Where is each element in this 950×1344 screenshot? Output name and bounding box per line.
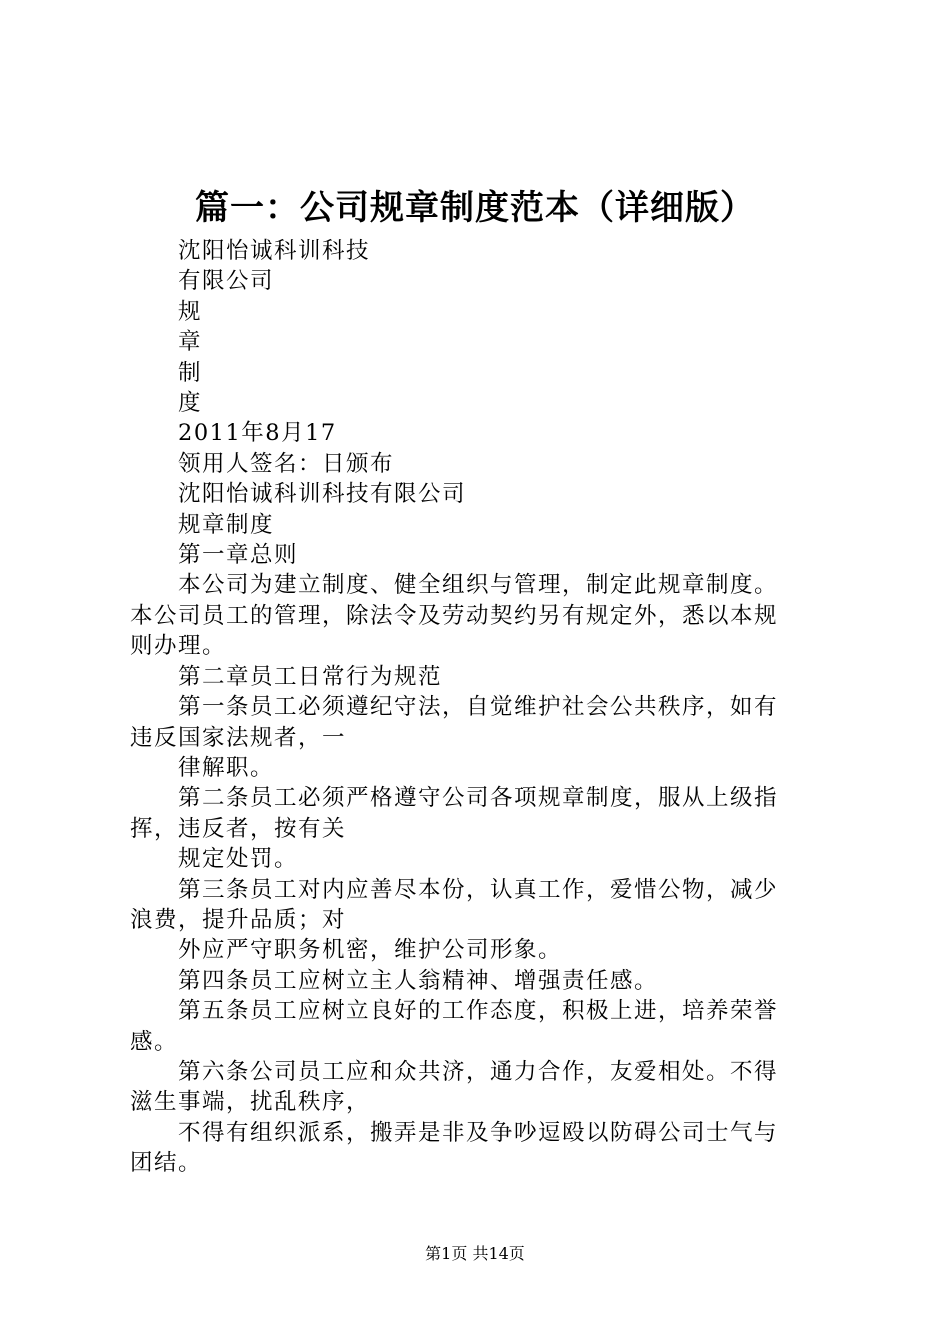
paragraph-line: 则办理。	[130, 633, 227, 660]
paragraph-line: 第一条员工必须遵纪守法，自觉维护社会公共秩序，如有	[178, 694, 779, 721]
paragraph-line: 感。	[130, 1028, 179, 1055]
text-line: 领用人签名：日颁布	[178, 450, 395, 477]
chapter-heading: 第一章总则	[178, 542, 299, 569]
paragraph-line: 本公司为建立制度、健全组织与管理，制定此规章制度。	[178, 572, 779, 599]
text-line: 制	[178, 359, 203, 386]
paragraph-line: 第四条员工应树立主人翁精神、增强责任感。	[178, 967, 659, 994]
page-footer: 第1页 共14页	[425, 1244, 525, 1263]
text-line: 规	[178, 298, 203, 325]
paragraph-line: 第二条员工必须严格遵守公司各项规章制度，服从上级指	[178, 785, 779, 812]
paragraph-line: 第五条员工应树立良好的工作态度，积极上进，培养荣誉	[178, 998, 779, 1025]
paragraph-line: 挥，违反者，按有关	[130, 815, 347, 842]
text-line: 规章制度	[178, 511, 275, 538]
text-line: 度	[178, 390, 203, 417]
text-line: 沈阳怡诚科训科技有限公司	[178, 481, 467, 508]
paragraph-line: 不得有组织派系，搬弄是非及争吵逗殴以防碍公司士气与	[178, 1119, 779, 1146]
paragraph-line: 团结。	[130, 1150, 203, 1177]
document-title: 篇一：公司规章制度范本（详细版）	[195, 188, 755, 228]
text-line: 有限公司	[178, 268, 275, 295]
paragraph-line: 本公司员工的管理，除法令及劳动契约另有规定外，悉以本规	[130, 602, 779, 629]
date-line: 2011年8月17	[178, 420, 337, 447]
text-line: 章	[178, 329, 203, 356]
paragraph-line: 第三条员工对内应善尽本份，认真工作，爱惜公物，减少	[178, 876, 779, 903]
paragraph-line: 浪费，提升品质；对	[130, 906, 347, 933]
paragraph-line: 第六条公司员工应和众共济，通力合作，友爱相处。不得	[178, 1058, 779, 1085]
text-line: 沈阳怡诚科训科技	[178, 238, 371, 264]
paragraph-line: 外应严守职务机密，维护公司形象。	[178, 937, 563, 964]
paragraph-line: 滋生事端，扰乱秩序，	[130, 1089, 371, 1116]
paragraph-line: 规定处罚。	[178, 846, 299, 873]
document-body	[130, 236, 830, 1179]
paragraph-line: 律解职。	[178, 754, 275, 781]
chapter-heading: 第二章员工日常行为规范	[178, 663, 443, 690]
paragraph-line: 违反国家法规者，一	[130, 724, 347, 751]
